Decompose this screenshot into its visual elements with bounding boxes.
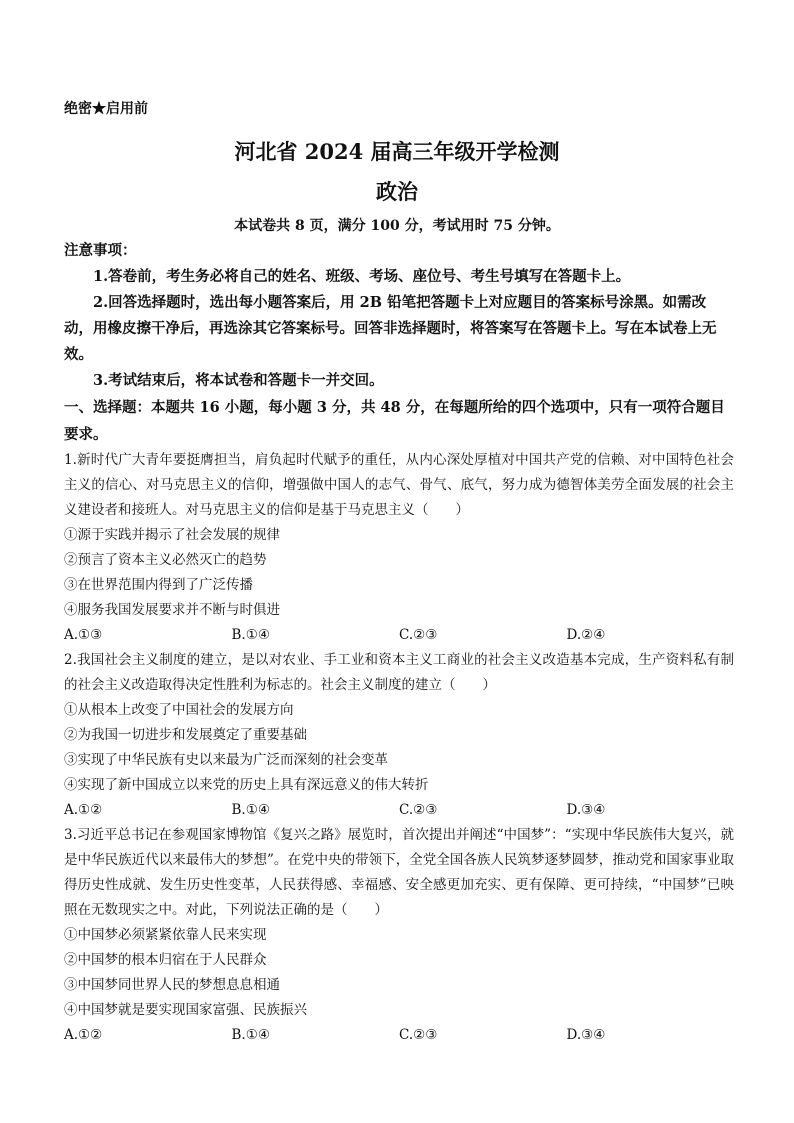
question-stem: 1.新时代广大青年要挺膺担当，肩负起时代赋予的重任，从内心深处厚植对中国共产党的信赖、对中国特色社会主义的信心、对马克思主义的信仰，增强做中国人的志气、骨气、底气，努力成为德智体美劳全面发展的社会主义建设者和接班人。对马克思主义的信仰是基于马克思主义（ ） [64, 452, 734, 518]
choice-a: A.①③ [64, 627, 103, 643]
exam-title: 河北省 2024 届高三年级开学检测 [234, 139, 560, 164]
question-option: ③中国梦同世界人民的梦想息息相通 [64, 977, 280, 993]
confidential-mark: 绝密★启用前 [64, 101, 148, 117]
question-1 [64, 448, 734, 648]
choice-a: A.①② [64, 802, 103, 818]
answer-choices [64, 623, 734, 648]
choice-d: D.③④ [566, 802, 606, 818]
question-option: ④实现了新中国成立以来党的历史上具有深远意义的伟大转折 [64, 777, 429, 793]
note-item: 2.回答选择题时，选出每小题答案后，用 2B 铅笔把答题卡上对应题目的答案标号涂黑。如需改动，用橡皮擦干净后，再选涂其它答案标号。回答非选择题时，将答案写在答题卡上。写在本试卷上无效。 [64, 294, 717, 363]
answer-choices [64, 798, 734, 823]
question-option: ④中国梦就是要实现国家富强、民族振兴 [64, 1002, 307, 1018]
section-heading: 一、选择题：本题共 16 小题，每小题 3 分，共 48 分，在每题所给的四个选项中，只有一项符合题目要求。 [64, 399, 725, 443]
question-option: ③实现了中华民族有史以来最为广泛而深刻的社会变革 [64, 752, 388, 768]
choice-b: B.①④ [231, 1027, 270, 1043]
question-2 [64, 648, 734, 823]
choice-c: C.②③ [399, 1027, 438, 1043]
question-option: ①从根本上改变了中国社会的发展方向 [64, 702, 294, 718]
choice-c: C.②③ [399, 802, 438, 818]
question-option: ①中国梦必须紧紧依靠人民来实现 [64, 927, 267, 943]
exam-subject: 政治 [376, 179, 418, 204]
question-option: ④服务我国发展要求并不断与时俱进 [64, 602, 280, 618]
question-option: ②预言了资本主义必然灭亡的趋势 [64, 552, 267, 568]
question-stem: 2.我国社会主义制度的建立，是以对农业、手工业和资本主义工商业的社会主义改造基本完成，生产资料私有制的社会主义改造取得决定性胜利为标志的。社会主义制度的建立（ ） [64, 652, 734, 693]
exam-meta: 本试卷共 8 页，满分 100 分，考试用时 75 分钟。 [234, 218, 560, 234]
question-option: ③在世界范围内得到了广泛传播 [64, 577, 253, 593]
choice-b: B.①④ [231, 627, 270, 643]
note-item: 3.考试结束后，将本试卷和答题卡一并交回。 [93, 372, 384, 389]
question-stem: 3.习近平总书记在参观国家博物馆《复兴之路》展览时，首次提出并阐述“中国梦”：“实现中华民族伟大复兴，就是中华民族近代以来最伟大的梦想”。在党中央的带领下，全党全国各族人民筑梦逐梦圆梦，推动党和国家事业取得历史性成就、发生历史性变革，人民获得感、幸福感、安全感更加充实、更有保障、更可持续，“中国梦”已映照在无数现实之中。对此，下列说法正确的是（ ） [64, 827, 734, 918]
question-option: ①源于实践并揭示了社会发展的规律 [64, 527, 280, 543]
exam-content [64, 238, 734, 1048]
choice-b: B.①④ [231, 802, 270, 818]
question-3 [64, 823, 734, 1048]
choice-a: A.①② [64, 1027, 103, 1043]
note-item: 1.答卷前，考生务必将自己的姓名、班级、考场、座位号、考生号填写在答题卡上。 [93, 268, 631, 285]
question-option: ②中国梦的根本归宿在于人民群众 [64, 952, 267, 968]
choice-d: D.②④ [566, 627, 606, 643]
choice-d: D.③④ [566, 1027, 606, 1043]
question-option: ②为我国一切进步和发展奠定了重要基础 [64, 727, 307, 743]
answer-choices [64, 1023, 734, 1048]
choice-c: C.②③ [399, 627, 438, 643]
notes-heading: 注意事项： [64, 242, 137, 259]
